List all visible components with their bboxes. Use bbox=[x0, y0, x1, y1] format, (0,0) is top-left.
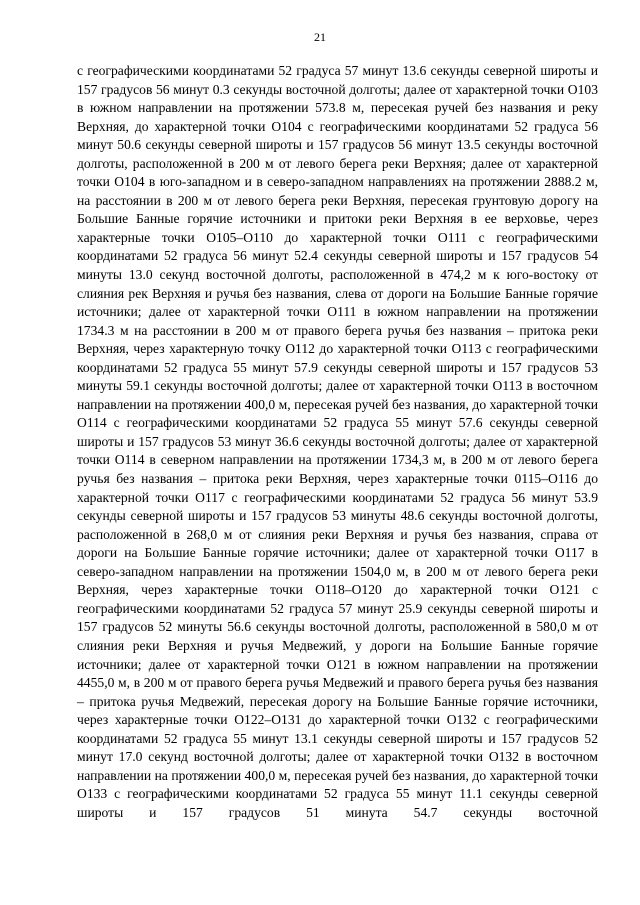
page-number: 21 bbox=[314, 30, 326, 44]
body-paragraph: с географическими координатами 52 градуса 57 минут 13.6 секунды северной широты и 157 градусов 56 минут 0.3 секунды восточной долготы; далее от характерной точки О103 в южном направлении на протяжении 573.8 м, пересекая ручей без названия и реку Верхняя, до характерной точки О104 с географическими координатами 52 градуса 56 минут 50.6 секунды северной широты и 157 градусов 56 минут 13.5 секунды восточной долготы, расположенной в 200 м от левого берега реки Верхняя; далее от характерной точки О104 в юго-западном и в северо-западном направлениях на протяжении 2888.2 м, на расстоянии в 200 м от левого берега реки Верхняя, пересекая грунтовую дорогу на Большие Банные горячие источники и притоки реки Верхняя в ее верховье, через характерные точки О105–О110 до характерной точки О111 с географическими координатами 52 градуса 56 минут 52.4 секунды северной широты и 157 градусов 54 минуты 13.0 секунд восточной долготы, расположенной в 474,2 м к юго-востоку от слияния рек Верхняя и ручья без названия, слева от дороги на Большие Банные горячие источники; далее от характерной точки О111 в южном направлении на протяжении 1734.3 м на расстоянии в 200 м от правого берега ручья без названия – притока реки Верхняя, через характерную точку О112 до характерной точки О113 с географическими координатами 52 градуса 55 минут 57.9 секунды северной широты и 157 градусов 53 минуты 59.1 секунды восточной долготы; далее от характерной точки О113 в восточном направлении на протяжении 400,0 м, пересекая ручей без названия, до характерной точки О114 с географическими координатами 52 градуса 55 минут 57.6 секунды северной широты и 157 градусов 53 минут 36.6 секунды восточной долготы; далее от характерной точки О114 в северном направлении на протяжении 1734,3 м, в 200 м от левого берега ручья без названия – притока реки Верхняя, через характерные точки 0115–О116 до характерной точки О117 с географическими координатами 52 градуса 56 минут 53.9 секунды северной широты и 157 градусов 53 минуты 48.6 секунды восточной долготы, расположенной в 268,0 м от слияния реки Верхняя и ручья без названия, справа от дороги на Большие Банные горячие источники; далее от характерной точки О117 в северо-западном направлении на протяжении 1504,0 м, в 200 м от левого берега реки Верхняя, через характерные точки О118–О120 до характерной точки О121 с географическими координатами 52 градуса 57 минут 25.9 секунды северной широты и 157 градусов 52 минуты 56.6 секунды восточной долготы, расположенной в 580,0 м от слияния реки Верхняя и ручья Медвежий, у дороги на Большие Банные горячие источники; далее от характерной точки О121 в южном направлении на протяжении 4455,0 м, в 200 м от правого берега ручья Медвежий и правого берега ручья без названия – притока ручья Медвежий, пересекая дорогу на Большие Банные горячие источники, через характерные точки О122–О131 до характерной точки О132 с географическими координатами 52 градуса 55 минут 13.1 секунды северной широты и 157 градусов 52 минут 17.0 секунд восточной долготы; далее от характерной точки О132 в восточном направлении на протяжении 400,0 м, пересекая ручей без названия, до характерной точки О133 с географическими координатами 52 градуса 55 минут 11.1 секунды северной широты и 157 градусов 51 минута 54.7 секунды восточной bbox=[77, 63, 598, 820]
